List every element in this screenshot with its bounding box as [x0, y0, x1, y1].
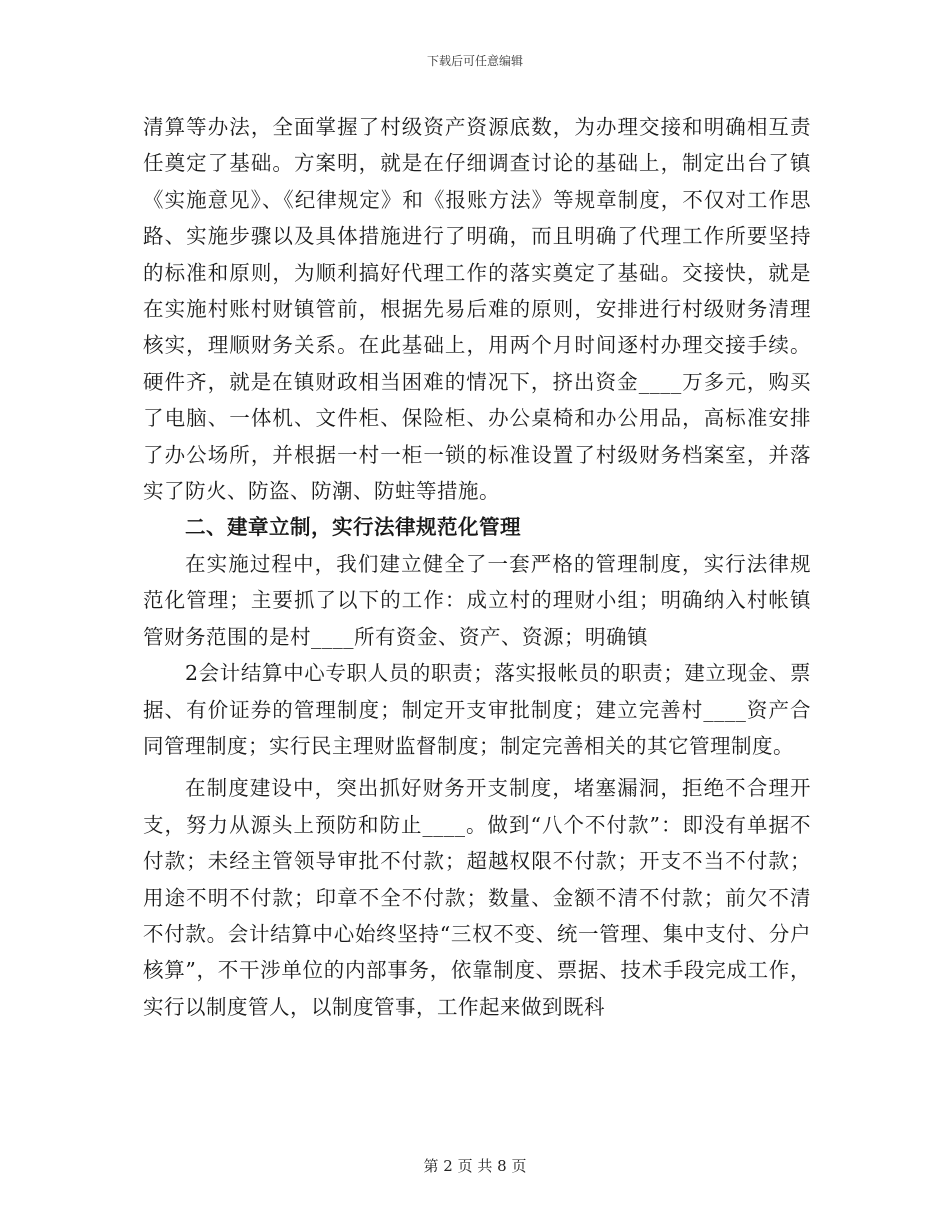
document-body	[143, 109, 811, 1025]
paragraph-management-system: 在实施过程中，我们建立健全了一套严格的管理制度，实行法律规范化管理；主要抓了以下的工作：成立村的理财小组；明确纳入村帐镇管财务范围的是村____所有资金、资产、资源；明确镇	[143, 551, 811, 649]
page-header-note: 下载后可任意编辑	[426, 54, 523, 68]
paragraph-expense-rules: 在制度建设中，突出抓好财务开支制度，堵塞漏洞，拒绝不合理开支，努力从源头上预防和防止____。做到“八个不付款”：即没有单据不付款；未经主管领导审批不付款；超越权限不付款；开支不当不付款；用途不明不付款；印章不全不付款；数量、金额不清不付款；前欠不清不付款。会计结算中心始终坚持“三权不变、统一管理、集中支付、分户核算”，不干涉单位的内部事务，依靠制度、票据、技术手段完成工作，实行以制度管人，以制度管事，工作起来做到既科	[143, 776, 811, 1019]
section-heading-regulations: 二、建章立制，实行法律规范化管理	[185, 515, 521, 540]
paragraph-asset-handover: 清算等办法，全面掌握了村级资产资源底数，为办理交接和明确相互责任奠定了基础。方案明，就是在仔细调查讨论的基础上，制定出台了镇《实施意见》、《纪律规定》和《报账方法》等规章制度，不仅对工作思路、实施步骤以及具体措施进行了明确，而且明确了代理工作所要坚持的标准和原则，为顺利搞好代理工作的落实奠定了基础。交接快，就是在实施村账村财镇管前，根据先易后难的原则，安排进行村级财务清理核实，理顺财务关系。在此基础上，用两个月时间逐村办理交接手续。硬件齐，就是在镇财政相当困难的情况下，挤出资金____万多元，购买了电脑、一体机、文件柜、保险柜、办公桌椅和办公用品，高标准安排了办公场所，并根据一村一柜一锁的标准设置了村级财务档案室，并落实了防火、防盗、防潮、防蛀等措施。	[143, 115, 811, 504]
paragraph-accounting-center: 2会计结算中心专职人员的职责；落实报帐员的职责；建立现金、票据、有价证券的管理制度；制定开支审批制度；建立完善村____资产合同管理制度；实行民主理财监督制度；制定完善相关的其它管理制度。	[143, 661, 811, 758]
page-number-footer: 第 2 页 共 8 页	[423, 1157, 527, 1175]
